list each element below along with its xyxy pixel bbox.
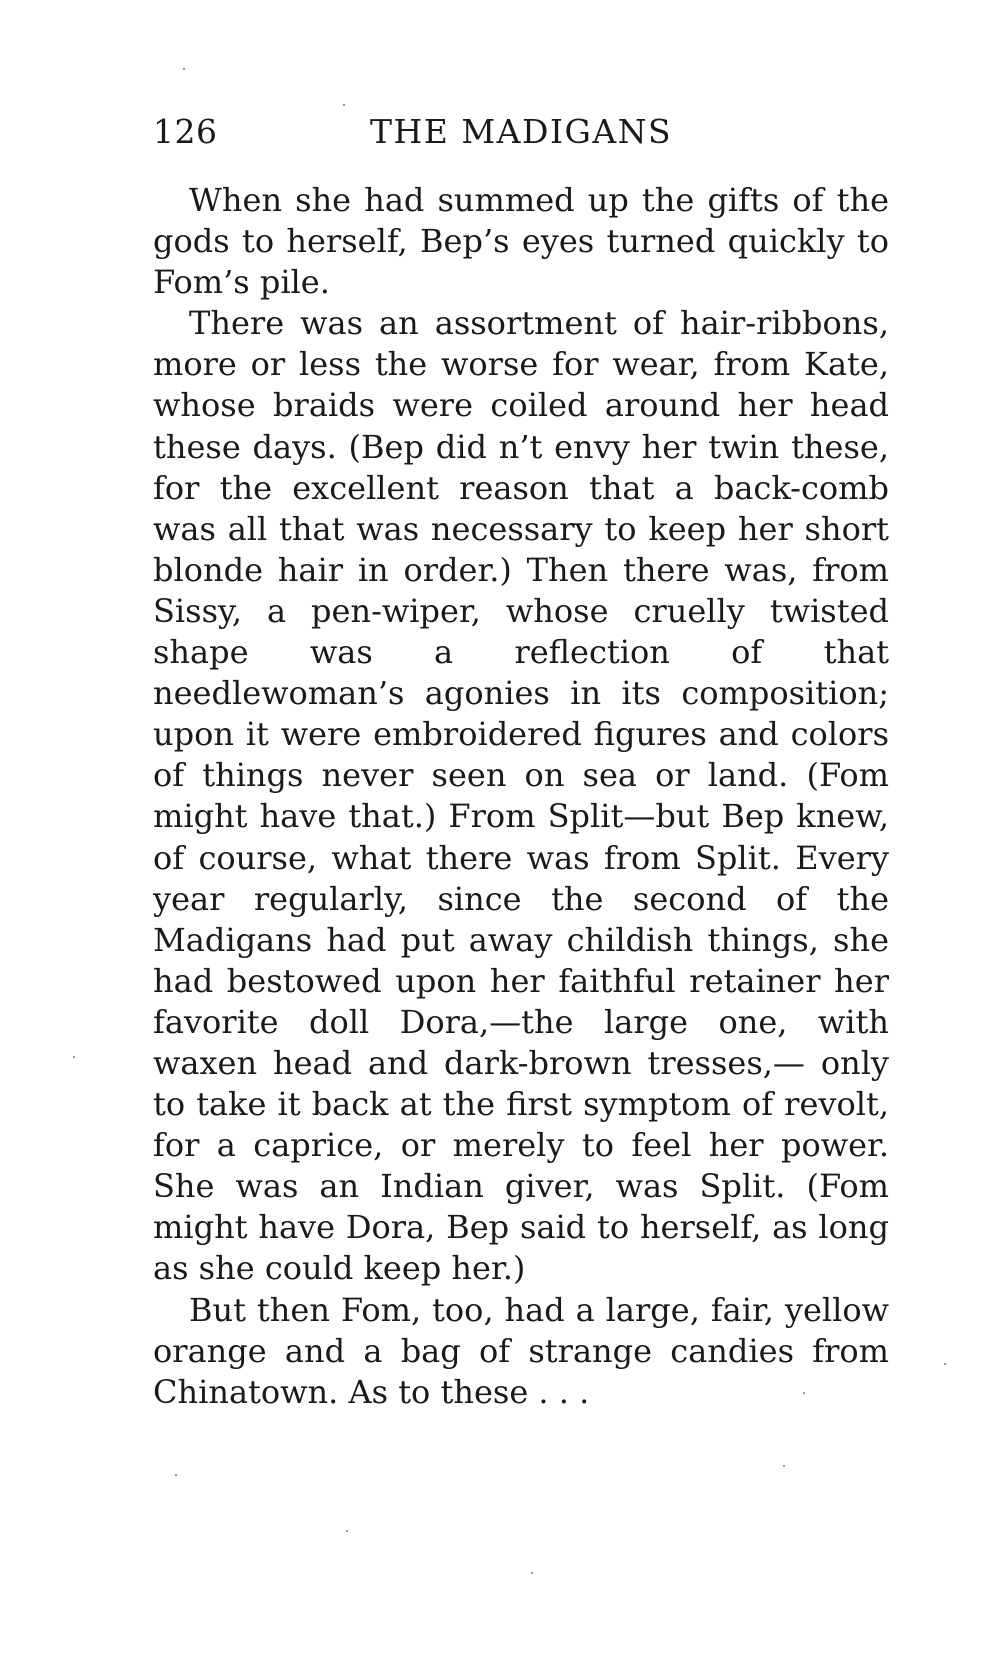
scan-speck [183,68,185,70]
running-title: THE MADIGANS [370,112,673,151]
scan-speck [531,1572,533,1574]
scan-speck [783,1465,785,1467]
scan-speck [803,1392,805,1394]
paragraph: When she had summed up the gifts of the gods to herself, Bep’s eyes turned quickly to Fom’s pile. [153,181,889,302]
paragraph: There was an assortment of hair-ribbons, more or less the worse for wear, from Kate, whose braids were coiled around her head these days. (Bep did n’t envy her twin these, for the excellent reason that a back-comb was all that was necessary to keep her short blonde hair in order.) Then there was, from Sissy, a pen-wiper, whose cruelly twisted shape was a reflection of that needlewoman’s agonies in its composition; upon it were embroidered figures and colors of things never seen on sea or land. (Fom might have that.) From Split—but Bep knew, of course, what there was from Split. Every year regularly, since the second of the Madigans had put away childish things, she had bestowed upon her faithful retainer her favorite doll Dora,—the large one, with waxen head and dark-brown tresses,— only to take it back at the first symptom of revolt, for a caprice, or merely to feel her power. She was an Indian giver, was Split. (Fom might have Dora, Bep said to herself, as long as she could keep her.) [153,304,889,1288]
scan-speck [73,1056,75,1058]
running-head [153,112,893,156]
paragraph: But then Fom, too, had a large, fair, yellow orange and a bag of strange candies from Chinatown. As to these . . . [153,1290,889,1411]
page-number: 126 [153,112,218,151]
scan-speck [346,1530,348,1532]
scan-speck [175,1474,177,1476]
body-text [153,180,889,1413]
scan-speck [343,104,345,106]
scan-speck [944,1363,946,1365]
